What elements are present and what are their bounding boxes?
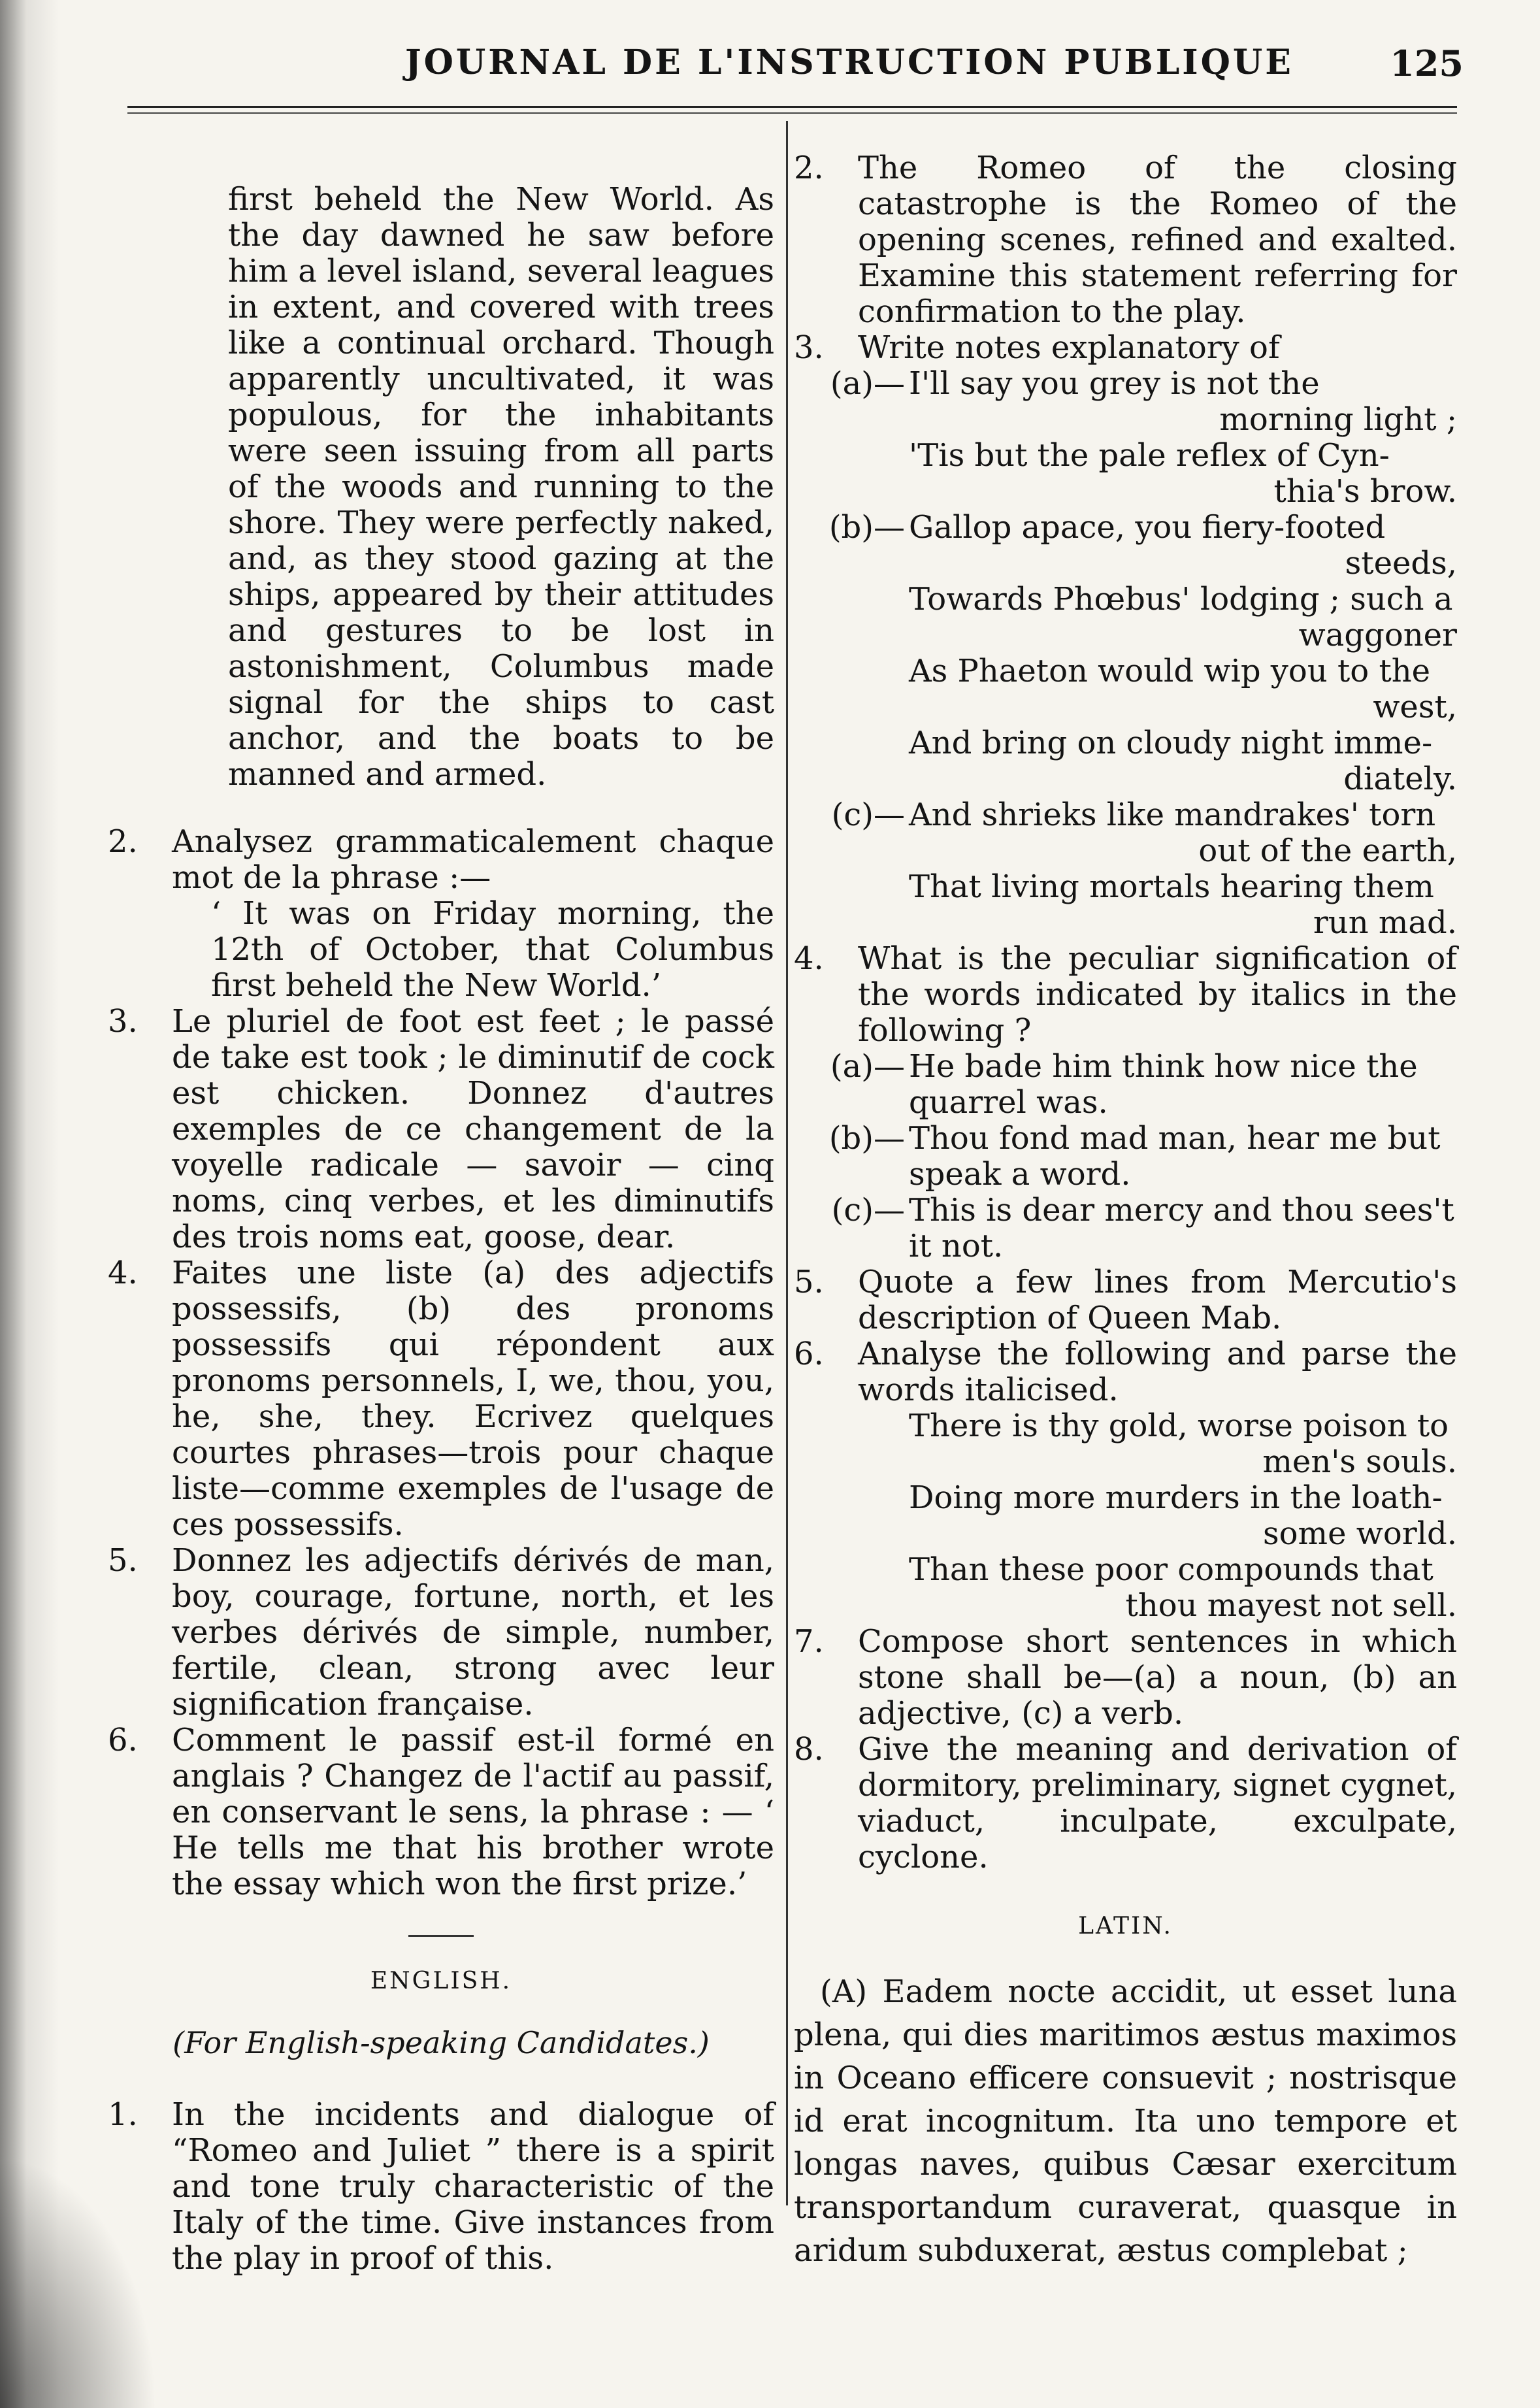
passage-continuation: first beheld the New World. As the day dawned he saw before him a level island, several leagues in extent, and covered with trees like a continual orchard. Though apparently uncultivated, it was populous, for the inhabitants were seen issuing from all parts of the woods and running to the shore. They were perfectly naked, and, as they stood gazing at the ships, appeared by their attitudes and gestures to be lost in astonishment, Columbus made signal for the ships to cast anchor, and the boats to be manned and armed. — [228, 181, 774, 793]
section-title-english: ENGLISH. — [370, 1968, 512, 1994]
quoted-phrase: ‘ It was on Friday morning, the 12th of October, that Columbus first beheld the New World.’ — [211, 895, 774, 1004]
section-separator — [408, 1935, 474, 1937]
question-item — [108, 1004, 774, 1255]
header-rule-secondary — [127, 112, 1457, 114]
verse-line: Gallop apace, you fiery-footed — [909, 509, 1386, 546]
question-number: 6. — [794, 1336, 824, 1372]
question-item — [108, 824, 774, 1004]
verse-line: Towards Phœbus' lodging ; such a — [909, 581, 1453, 618]
sub-label: (c)— — [831, 1192, 905, 1229]
verse-line: I'll say you grey is not the — [909, 365, 1320, 402]
verse-line: That living mortals hearing them — [909, 868, 1434, 905]
question-number: 7. — [794, 1623, 824, 1660]
question-number: 4. — [794, 940, 824, 977]
question-text: Write notes explanatory of — [858, 329, 1280, 366]
question-item — [794, 941, 1457, 1049]
right-column — [794, 150, 1457, 2272]
question-item — [108, 1255, 774, 1543]
left-column — [108, 150, 774, 2277]
verse-continuation: out of the earth, — [1198, 833, 1457, 869]
sub-question — [794, 1121, 1457, 1193]
verse-line: Than these poor compounds that — [909, 1551, 1434, 1588]
sub-question — [794, 797, 1457, 941]
question-item — [108, 1543, 774, 1723]
verse-line: And shrieks like mandrakes' torn — [909, 797, 1436, 833]
verse-continuation: thou mayest not sell. — [1125, 1587, 1457, 1624]
header-rule — [127, 106, 1457, 108]
verse-continuation: run mad. — [1313, 904, 1457, 941]
question-text: Give the meaning and derivation of dormitory, preliminary, signet cygnet, viaduct, inculpate, exculpate, cyclone. — [858, 1731, 1457, 1875]
question-text: Analyse the following and parse the words italicised. — [858, 1336, 1457, 1408]
latin-passage: (A) Eadem nocte accidit, ut esset luna plena, qui dies maritimos æstus maximos in Oceano efficere consuevit ; nostrisque id erat incognitum. Ita uno tempore et longas naves, quibus Cæsar exercitum transportandum curaverat, quasque in aridum subduxerat, æstus complebat ; — [794, 1973, 1457, 2269]
verse-continuation: men's souls. — [1262, 1443, 1457, 1480]
question-number: 6. — [108, 1722, 138, 1758]
question-number: 8. — [794, 1731, 824, 1768]
question-text: Analysez grammaticalement chaque mot de la phrase :— — [172, 823, 774, 896]
journal-title: JOURNAL DE L'INSTRUCTION PUBLIQUE — [405, 42, 1294, 82]
verse-line: 'Tis but the pale reflex of Cyn- — [909, 437, 1390, 474]
question-number: 5. — [794, 1264, 824, 1300]
sub-text: This is dear mercy and thou sees't it not. — [909, 1192, 1454, 1264]
verse-continuation: waggoner — [1298, 617, 1457, 653]
column-divider — [786, 121, 788, 2205]
question-text: Donnez les adjectifs dérivés de man, boy, courage, fortune, north, et les verbes dérivés de simple, number, fertile, clean, strong avec leur signification française. — [172, 1542, 774, 1723]
verse-continuation: thia's brow. — [1273, 473, 1457, 510]
verse-continuation: morning light ; — [1219, 401, 1457, 438]
question-item — [794, 1264, 1457, 1336]
sub-text: He bade him think how nice the quarrel was. — [909, 1048, 1418, 1121]
sub-question — [794, 366, 1457, 510]
section-subtitle: (For English-speaking Candidates.) — [172, 2025, 710, 2060]
verse-continuation: west, — [1373, 689, 1457, 725]
question-number: 3. — [794, 329, 824, 366]
question-text: In the incidents and dialogue of “Romeo and Juliet ” there is a spirit and tone truly characteristic of the Italy of the time. Give instances from the play in proof of this. — [172, 2096, 774, 2277]
sub-question — [794, 1193, 1457, 1264]
question-item — [794, 330, 1457, 366]
verse-line: Doing more murders in the loath- — [909, 1479, 1443, 1516]
page-edge-shadow — [0, 0, 59, 2408]
question-text: Quote a few lines from Mercutio's description of Queen Mab. — [858, 1264, 1457, 1336]
sub-label: (a)— — [830, 1048, 905, 1085]
question-number: 4. — [108, 1255, 138, 1291]
verse-line: As Phaeton would wip you to the — [909, 653, 1431, 689]
sub-label: (c)— — [831, 797, 905, 833]
question-item — [794, 1336, 1457, 1408]
question-text: The Romeo of the closing catastrophe is the Romeo of the opening scenes, refined and exalted. Examine this statement referring for confirmation to the play. — [858, 150, 1457, 330]
sub-label: (a)— — [830, 365, 905, 402]
section-title-latin: LATIN. — [1078, 1913, 1173, 1939]
question-text: Compose short sentences in which stone shall be—(a) a noun, (b) an adjective, (c) a verb. — [858, 1623, 1457, 1732]
running-header — [124, 36, 1464, 95]
sub-label: (b)— — [828, 1120, 905, 1157]
question-item — [108, 2097, 774, 2277]
question-item — [794, 150, 1457, 330]
verse-line: There is thy gold, worse poison to — [909, 1408, 1449, 1444]
question-number: 1. — [108, 2096, 138, 2133]
sub-text: Thou fond mad man, hear me but speak a word. — [909, 1120, 1441, 1193]
question-item — [794, 1732, 1457, 1875]
sub-label: (b)— — [828, 509, 905, 546]
question-number: 2. — [794, 150, 824, 186]
verse-line: And bring on cloudy night imme- — [909, 725, 1433, 761]
question-number: 2. — [108, 823, 138, 860]
quoted-verse — [794, 1408, 1457, 1624]
question-text: Faites une liste (a) des adjectifs possessifs, (b) des pronoms possessifs qui répondent aux pronoms personnels, I, we, thou, you, he, she, they. Ecrivez quelques courtes phrases—trois pour chaque liste—comme exemples de l'usage de ces possessifs. — [172, 1255, 774, 1543]
question-item — [108, 1723, 774, 1902]
page-number: 125 — [1390, 42, 1464, 84]
sub-question — [794, 1049, 1457, 1121]
verse-continuation: diately. — [1343, 761, 1457, 797]
question-item — [794, 1624, 1457, 1732]
question-number: 5. — [108, 1542, 138, 1579]
question-number: 3. — [108, 1003, 138, 1040]
sub-question — [794, 510, 1457, 797]
question-text: What is the peculiar signification of the words indicated by italics in the following ? — [858, 940, 1457, 1049]
verse-continuation: steeds, — [1345, 545, 1457, 582]
question-text: Le pluriel de foot est feet ; le passé de take est took ; le diminutif de cock est chicken. Donnez d'autres exemples de ce changement de la voyelle radicale — savoir — cinq noms, cinq verbes, et les diminutifs des trois noms eat, goose, dear. — [172, 1003, 774, 1255]
verse-continuation: some world. — [1263, 1515, 1457, 1552]
question-text: Comment le passif est-il formé en anglais ? Changez de l'actif au passif, en conservant le sens, la phrase : — ‘ He tells me that his brother wrote the essay which won the first prize.’ — [172, 1722, 774, 1902]
